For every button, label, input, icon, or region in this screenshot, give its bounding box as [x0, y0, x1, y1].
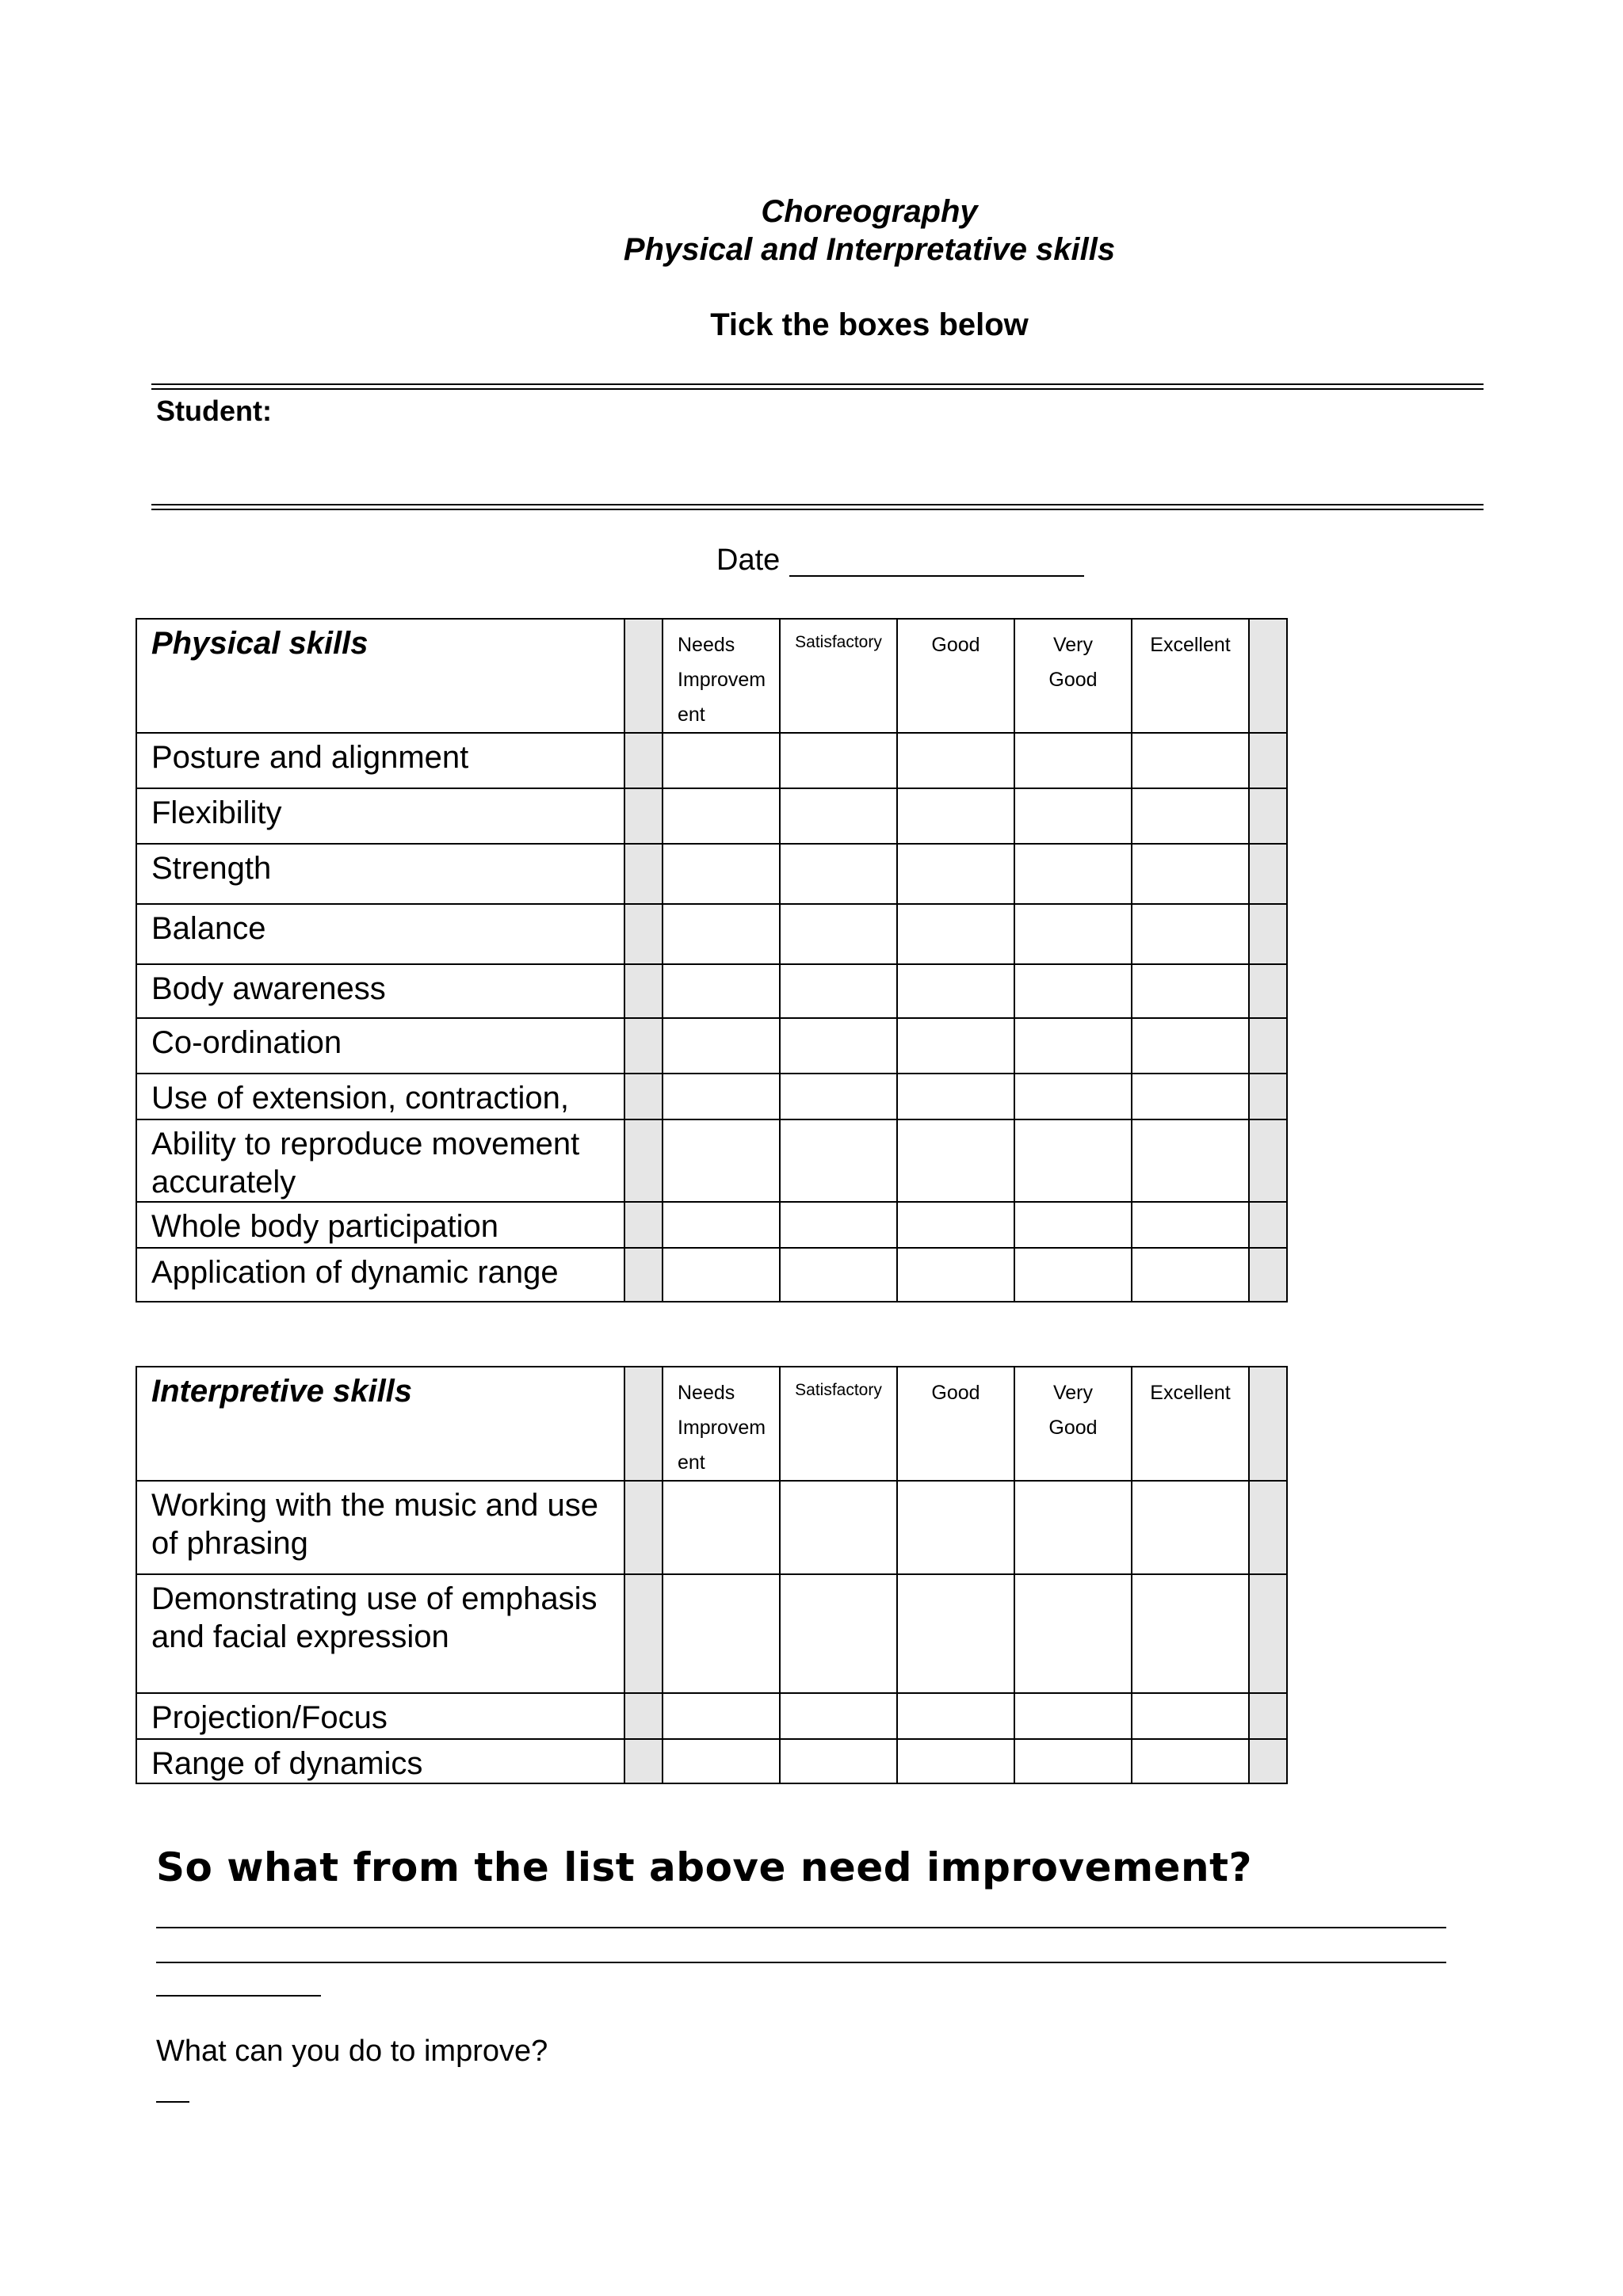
needs-improvement-tick-box[interactable] — [663, 1248, 780, 1302]
skill-label: Projection/Focus — [136, 1693, 624, 1739]
shaded-column — [1249, 1074, 1287, 1119]
shaded-column — [624, 1248, 663, 1302]
shaded-column — [624, 788, 663, 844]
skill-label: Application of dynamic range — [136, 1248, 624, 1302]
improvement-question: So what from the list above need improvement? — [156, 1844, 1252, 1890]
shaded-column — [1249, 1481, 1287, 1574]
shaded-column — [624, 1202, 663, 1248]
needs-improvement-tick-box[interactable] — [663, 1574, 780, 1693]
table-header-row — [136, 619, 1287, 733]
very-good-tick-box[interactable] — [1014, 1018, 1132, 1074]
good-header: Good — [897, 1367, 1014, 1481]
shaded-column — [624, 619, 663, 733]
skill-label: Body awareness — [136, 964, 624, 1018]
needs-improvement-tick-box[interactable] — [663, 904, 780, 964]
satisfactory-tick-box[interactable] — [780, 1481, 897, 1574]
good-header: Good — [897, 619, 1014, 733]
very-good-tick-box[interactable] — [1014, 1248, 1132, 1302]
good-tick-box[interactable] — [897, 1202, 1014, 1248]
document-subtitle: Physical and Interpretative skills — [623, 232, 1116, 267]
satisfactory-tick-box[interactable] — [780, 1693, 897, 1739]
satisfactory-tick-box[interactable] — [780, 1739, 897, 1783]
table-row — [136, 844, 1287, 904]
satisfactory-tick-box[interactable] — [780, 1119, 897, 1202]
table-row — [136, 904, 1287, 964]
shaded-column — [624, 733, 663, 788]
shaded-column — [624, 964, 663, 1018]
excellent-tick-box[interactable] — [1132, 1248, 1249, 1302]
shaded-column — [1249, 964, 1287, 1018]
excellent-tick-box[interactable] — [1132, 844, 1249, 904]
skill-label: Use of extension, contraction, — [136, 1074, 624, 1119]
shaded-column — [624, 1693, 663, 1739]
good-tick-box[interactable] — [897, 1574, 1014, 1693]
satisfactory-tick-box[interactable] — [780, 1202, 897, 1248]
satisfactory-tick-box[interactable] — [780, 1248, 897, 1302]
skill-label: Flexibility — [136, 788, 624, 844]
satisfactory-header: Satisfactory — [780, 1367, 897, 1481]
satisfactory-tick-box[interactable] — [780, 788, 897, 844]
needs-improvement-tick-box[interactable] — [663, 733, 780, 788]
excellent-tick-box[interactable] — [1132, 788, 1249, 844]
shaded-column — [1249, 1739, 1287, 1783]
skill-label: Range of dynamics — [136, 1739, 624, 1783]
excellent-tick-box[interactable] — [1132, 1574, 1249, 1693]
table-row — [136, 1202, 1287, 1248]
satisfactory-header: Satisfactory — [780, 619, 897, 733]
excellent-tick-box[interactable] — [1132, 1481, 1249, 1574]
needs-improvement-tick-box[interactable] — [663, 1739, 780, 1783]
very-good-tick-box[interactable] — [1014, 1074, 1132, 1119]
needs-improvement-tick-box[interactable] — [663, 844, 780, 904]
satisfactory-tick-box[interactable] — [780, 733, 897, 788]
good-tick-box[interactable] — [897, 1739, 1014, 1783]
table-row — [136, 1119, 1287, 1202]
table-row — [136, 1018, 1287, 1074]
very-good-tick-box[interactable] — [1014, 1693, 1132, 1739]
excellent-tick-box[interactable] — [1132, 1202, 1249, 1248]
table-row — [136, 1074, 1287, 1119]
answer-line[interactable] — [156, 1962, 1446, 1963]
shaded-column — [624, 1018, 663, 1074]
good-tick-box[interactable] — [897, 1074, 1014, 1119]
satisfactory-tick-box[interactable] — [780, 964, 897, 1018]
shaded-column — [1249, 1574, 1287, 1693]
shaded-column — [1249, 904, 1287, 964]
shaded-column — [624, 1119, 663, 1202]
very-good-tick-box[interactable] — [1014, 1202, 1132, 1248]
table-row — [136, 733, 1287, 788]
needs-improvement-tick-box[interactable] — [663, 964, 780, 1018]
satisfactory-tick-box[interactable] — [780, 844, 897, 904]
good-tick-box[interactable] — [897, 733, 1014, 788]
satisfactory-tick-box[interactable] — [780, 1018, 897, 1074]
physical-skills-table — [136, 618, 1288, 1302]
table-row — [136, 1481, 1287, 1574]
very-good-tick-box[interactable] — [1014, 1119, 1132, 1202]
good-tick-box[interactable] — [897, 844, 1014, 904]
shaded-column — [624, 1739, 663, 1783]
satisfactory-tick-box[interactable] — [780, 904, 897, 964]
needs-improvement-tick-box[interactable] — [663, 1202, 780, 1248]
shaded-column — [1249, 733, 1287, 788]
shaded-column — [1249, 1119, 1287, 1202]
student-label: Student: — [156, 395, 272, 427]
shaded-column — [624, 1074, 663, 1119]
good-tick-box[interactable] — [897, 1119, 1014, 1202]
skill-label: Demonstrating use of emphasis and facial expression — [136, 1574, 624, 1693]
needs-improvement-tick-box[interactable] — [663, 788, 780, 844]
shaded-column — [624, 1574, 663, 1693]
excellent-tick-box[interactable] — [1132, 964, 1249, 1018]
needs-improvement-header: Needs Improvem ent — [663, 1367, 780, 1481]
needs-improvement-tick-box[interactable] — [663, 1693, 780, 1739]
satisfactory-tick-box[interactable] — [780, 1074, 897, 1119]
excellent-tick-box[interactable] — [1132, 1693, 1249, 1739]
table-header-row — [136, 1367, 1287, 1481]
good-tick-box[interactable] — [897, 1018, 1014, 1074]
shaded-column — [1249, 1367, 1287, 1481]
good-tick-box[interactable] — [897, 904, 1014, 964]
excellent-tick-box[interactable] — [1132, 1074, 1249, 1119]
satisfactory-tick-box[interactable] — [780, 1574, 897, 1693]
excellent-tick-box[interactable] — [1132, 904, 1249, 964]
good-tick-box[interactable] — [897, 1248, 1014, 1302]
very-good-header: Very Good — [1014, 1367, 1132, 1481]
needs-improvement-tick-box[interactable] — [663, 1018, 780, 1074]
very-good-tick-box[interactable] — [1014, 788, 1132, 844]
shaded-column — [624, 1367, 663, 1481]
excellent-header: Excellent — [1132, 1367, 1249, 1481]
shaded-column — [1249, 1248, 1287, 1302]
date-label: Date — [716, 543, 781, 577]
excellent-tick-box[interactable] — [1132, 733, 1249, 788]
table-row — [136, 964, 1287, 1018]
good-tick-box[interactable] — [897, 964, 1014, 1018]
date-field[interactable] — [789, 575, 1084, 577]
very-good-tick-box[interactable] — [1014, 1739, 1132, 1783]
very-good-tick-box[interactable] — [1014, 733, 1132, 788]
needs-improvement-header: Needs Improvem ent — [663, 619, 780, 733]
shaded-column — [1249, 1018, 1287, 1074]
improve-question: What can you do to improve? — [156, 2035, 548, 2068]
skill-label: Balance — [136, 904, 624, 964]
student-bottom-rule — [151, 504, 1484, 510]
very-good-tick-box[interactable] — [1014, 1574, 1132, 1693]
skill-label: Posture and alignment — [136, 733, 624, 788]
good-tick-box[interactable] — [897, 1693, 1014, 1739]
skill-label: Ability to reproduce movement accurately — [136, 1119, 624, 1202]
very-good-tick-box[interactable] — [1014, 844, 1132, 904]
very-good-tick-box[interactable] — [1014, 964, 1132, 1018]
very-good-header: Very Good — [1014, 619, 1132, 733]
answer-line[interactable] — [156, 1995, 321, 1997]
shaded-column — [624, 844, 663, 904]
very-good-tick-box[interactable] — [1014, 1481, 1132, 1574]
excellent-header: Excellent — [1132, 619, 1249, 733]
table-row — [136, 1248, 1287, 1302]
skill-label: Strength — [136, 844, 624, 904]
answer-line[interactable] — [156, 2101, 189, 2103]
very-good-tick-box[interactable] — [1014, 904, 1132, 964]
good-tick-box[interactable] — [897, 1481, 1014, 1574]
shaded-column — [1249, 619, 1287, 733]
needs-improvement-tick-box[interactable] — [663, 1119, 780, 1202]
interpretive-skills-table — [136, 1366, 1288, 1784]
shaded-column — [1249, 1693, 1287, 1739]
shaded-column — [1249, 1202, 1287, 1248]
table-row — [136, 1739, 1287, 1783]
needs-improvement-tick-box[interactable] — [663, 1481, 780, 1574]
excellent-tick-box[interactable] — [1132, 1119, 1249, 1202]
physical-skills-heading: Physical skills — [136, 619, 624, 733]
table-row — [136, 788, 1287, 844]
instruction-text: Tick the boxes below — [710, 307, 1029, 342]
skill-label: Co-ordination — [136, 1018, 624, 1074]
table-row — [136, 1574, 1287, 1693]
student-top-rule — [151, 383, 1484, 390]
skill-label: Working with the music and use of phrasing — [136, 1481, 624, 1574]
skill-label: Whole body participation — [136, 1202, 624, 1248]
good-tick-box[interactable] — [897, 788, 1014, 844]
excellent-tick-box[interactable] — [1132, 1018, 1249, 1074]
shaded-column — [624, 904, 663, 964]
needs-improvement-tick-box[interactable] — [663, 1074, 780, 1119]
shaded-column — [624, 1481, 663, 1574]
document-title: Choreography — [761, 194, 978, 229]
interpretive-skills-heading: Interpretive skills — [136, 1367, 624, 1481]
excellent-tick-box[interactable] — [1132, 1739, 1249, 1783]
table-row — [136, 1693, 1287, 1739]
answer-line[interactable] — [156, 1927, 1446, 1928]
shaded-column — [1249, 788, 1287, 844]
shaded-column — [1249, 844, 1287, 904]
